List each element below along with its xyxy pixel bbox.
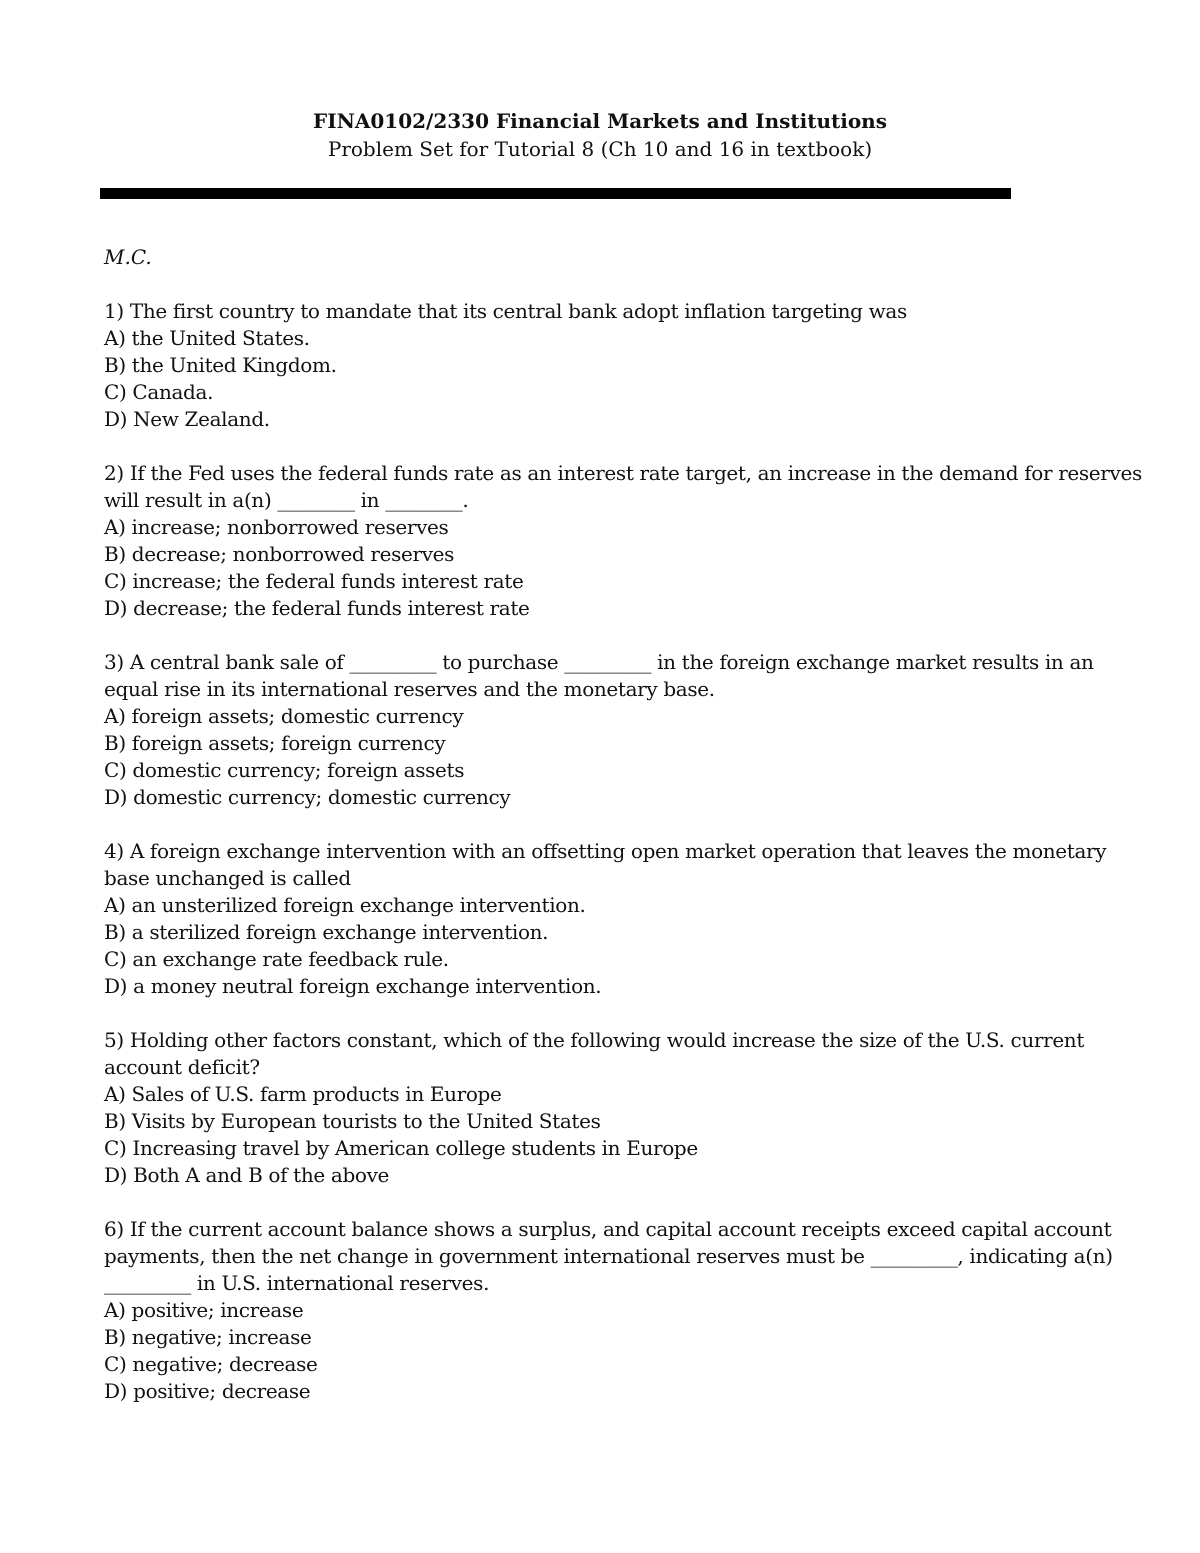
- document-subtitle: Problem Set for Tutorial 8 (Ch 10 and 16 in textbook): [327, 137, 873, 161]
- question-stem: _________ in U.S. international reserves.: [104, 1271, 490, 1295]
- question-6: [104, 1216, 1113, 1405]
- answer-option-d: D) domestic currency; domestic currency: [104, 785, 511, 809]
- question-3: [104, 649, 1104, 811]
- question-stem: 3) A central bank sale of _________ to purchase _________ in the foreign exchange market results in an: [104, 650, 1094, 674]
- answer-option-c: C) an exchange rate feedback rule.: [104, 947, 449, 971]
- question-stem: equal rise in its international reserves and the monetary base.: [104, 677, 715, 701]
- question-2: [104, 460, 1142, 622]
- answer-option-d: D) Both A and B of the above: [104, 1163, 390, 1187]
- question-4: [104, 838, 1107, 1000]
- question-5: [104, 1027, 1104, 1189]
- answer-option-c: C) Canada.: [104, 380, 214, 404]
- answer-option-a: A) Sales of U.S. farm products in Europe: [104, 1082, 502, 1106]
- answer-option-c: C) negative; decrease: [104, 1352, 318, 1376]
- question-stem: 4) A foreign exchange intervention with an offsetting open market operation that leaves the monetary: [104, 839, 1107, 863]
- answer-option-a: A) the United States.: [104, 326, 310, 350]
- section-label: M.C.: [104, 245, 152, 269]
- question-stem: 5) Holding other factors constant, which of the following would increase the size of the U.S. current: [104, 1028, 1085, 1052]
- question-list: [104, 298, 1142, 1432]
- answer-option-c: C) increase; the federal funds interest rate: [104, 569, 524, 593]
- answer-option-a: A) foreign assets; domestic currency: [104, 704, 464, 728]
- answer-option-b: B) the United Kingdom.: [104, 353, 337, 377]
- question-stem: base unchanged is called: [104, 866, 351, 890]
- answer-option-c: C) domestic currency; foreign assets: [104, 758, 465, 782]
- question-stem: account deficit?: [104, 1055, 260, 1079]
- question-stem: payments, then the net change in government international reserves must be _________, indicating a(n): [104, 1244, 1113, 1268]
- question-stem: 2) If the Fed uses the federal funds rate as an interest rate target, an increase in the demand for reserves: [104, 461, 1142, 485]
- answer-option-b: B) foreign assets; foreign currency: [104, 731, 446, 755]
- answer-option-a: A) increase; nonborrowed reserves: [104, 515, 449, 539]
- question-stem: 6) If the current account balance shows a surplus, and capital account receipts exceed capital account: [104, 1217, 1112, 1241]
- answer-option-d: D) positive; decrease: [104, 1379, 311, 1403]
- answer-option-b: B) decrease; nonborrowed reserves: [104, 542, 455, 566]
- answer-option-d: D) New Zealand.: [104, 407, 270, 431]
- answer-option-d: D) a money neutral foreign exchange intervention.: [104, 974, 602, 998]
- question-stem: will result in a(n) ________ in ________.: [104, 488, 469, 512]
- answer-option-b: B) negative; increase: [104, 1325, 312, 1349]
- answer-option-d: D) decrease; the federal funds interest rate: [104, 596, 530, 620]
- answer-option-b: B) Visits by European tourists to the United States: [104, 1109, 601, 1133]
- answer-option-a: A) an unsterilized foreign exchange intervention.: [104, 893, 586, 917]
- document-title: FINA0102/2330 Financial Markets and Institutions: [313, 109, 887, 133]
- question-1: [104, 298, 1104, 433]
- header-divider: [100, 188, 1011, 199]
- answer-option-a: A) positive; increase: [104, 1298, 304, 1322]
- answer-option-b: B) a sterilized foreign exchange intervention.: [104, 920, 549, 944]
- question-stem: 1) The first country to mandate that its central bank adopt inflation targeting was: [104, 299, 907, 323]
- answer-option-c: C) Increasing travel by American college students in Europe: [104, 1136, 698, 1160]
